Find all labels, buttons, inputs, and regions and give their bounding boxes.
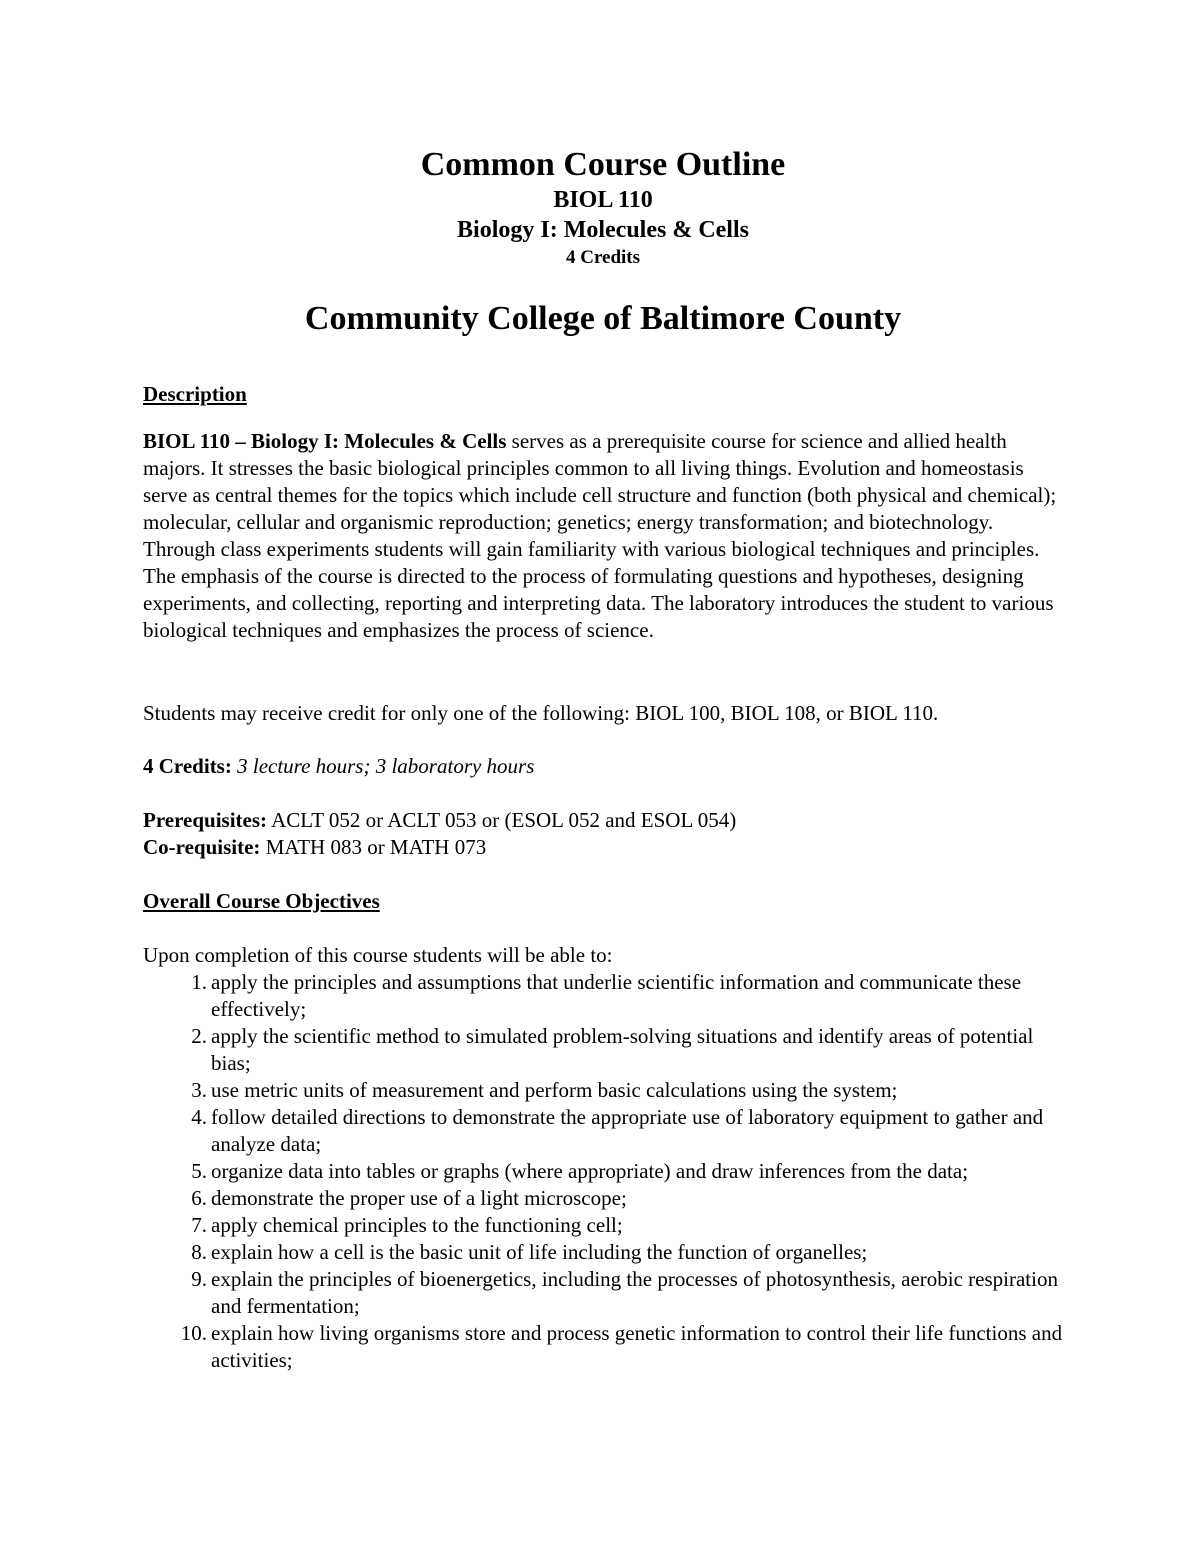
list-item-text: demonstrate the proper use of a light microscope; bbox=[211, 1186, 627, 1210]
corequisite-label: Co-requisite: bbox=[143, 835, 261, 859]
course-code: BIOL 110 bbox=[553, 187, 653, 213]
list-item-number: 5. bbox=[191, 1159, 207, 1183]
list-item bbox=[143, 1158, 1063, 1185]
list-item-text: explain how a cell is the basic unit of life including the function of organelles; bbox=[211, 1240, 868, 1264]
list-item bbox=[143, 1104, 1063, 1158]
description-body: serves as a prerequisite course for science and allied health majors. It stresses the basic biological principles common to all living things. Evolution and homeostasis serve as central themes for the topics which include cell structure and function (both physical and chemical); molecular, cellular and organismic reproduction; genetics; energy transformation; and biotechnology. Through class experiments students will gain familiarity with various biological techniques and principles. The emphasis of the course is directed to the process of formulating questions and hypotheses, designing experiments, and collecting, reporting and interpreting data. The laboratory introduces the student to various biological techniques and emphasizes the process of science. bbox=[143, 429, 1057, 642]
list-item-number: 4. bbox=[191, 1105, 207, 1129]
list-item-number: 10. bbox=[180, 1321, 207, 1345]
list-item-text: apply chemical principles to the functioning cell; bbox=[211, 1213, 623, 1237]
objectives-list bbox=[143, 969, 1063, 1374]
prerequisites-value: ACLT 052 or ACLT 053 or (ESOL 052 and ESOL 054) bbox=[271, 808, 737, 832]
list-item-number: 8. bbox=[191, 1240, 207, 1264]
list-item-number: 7. bbox=[191, 1213, 207, 1237]
list-item-text: follow detailed directions to demonstrate the appropriate use of laboratory equipment to gather and analyze data; bbox=[211, 1105, 1044, 1156]
list-item-text: apply the scientific method to simulated problem-solving situations and identify areas of potential bias; bbox=[211, 1024, 1034, 1075]
corequisite bbox=[143, 834, 1063, 861]
list-item-text: explain how living organisms store and process genetic information to control their life functions and activities; bbox=[211, 1321, 1063, 1372]
objectives-intro: Upon completion of this course students will be able to: bbox=[143, 943, 613, 967]
credit-hours bbox=[143, 753, 1063, 780]
list-item bbox=[143, 1266, 1063, 1320]
course-credits: 4 Credits bbox=[565, 247, 641, 268]
list-item bbox=[143, 1212, 1063, 1239]
list-item-number: 3. bbox=[191, 1078, 207, 1102]
college-name: Community College of Baltimore County bbox=[304, 300, 902, 337]
prerequisites-label: Prerequisites: bbox=[143, 808, 268, 832]
list-item-text: apply the principles and assumptions that underlie scientific information and communicate these effectively; bbox=[211, 970, 1022, 1021]
list-item bbox=[143, 1320, 1063, 1374]
list-item-text: organize data into tables or graphs (where appropriate) and draw inferences from the data; bbox=[211, 1159, 969, 1183]
list-item-text: use metric units of measurement and perform basic calculations using the system; bbox=[211, 1078, 898, 1102]
description-lead: BIOL 110 – Biology I: Molecules & Cells bbox=[143, 429, 507, 453]
list-item-number: 1. bbox=[191, 970, 207, 994]
description-paragraph bbox=[143, 428, 1063, 644]
objectives-heading: Overall Course Objectives bbox=[143, 889, 380, 913]
course-name: Biology I: Molecules & Cells bbox=[457, 217, 749, 243]
list-item-number: 2. bbox=[191, 1024, 207, 1048]
document-title: Common Course Outline bbox=[420, 146, 786, 183]
list-item bbox=[143, 1077, 1063, 1104]
corequisite-value: MATH 083 or MATH 073 bbox=[265, 835, 487, 859]
list-item-text: explain the principles of bioenergetics, including the processes of photosynthesis, aerobic respiration and fermentation; bbox=[211, 1267, 1058, 1318]
description-heading: Description bbox=[143, 382, 247, 406]
list-item-number: 9. bbox=[191, 1267, 207, 1291]
list-item bbox=[143, 1239, 1063, 1266]
credit-restriction-note: Students may receive credit for only one of the following: BIOL 100, BIOL 108, or BIOL 110. bbox=[143, 701, 939, 725]
credit-hours-value: 3 lecture hours; 3 laboratory hours bbox=[237, 754, 535, 778]
list-item bbox=[143, 1023, 1063, 1077]
list-item bbox=[143, 1185, 1063, 1212]
prerequisites bbox=[143, 807, 1063, 834]
credit-hours-label: 4 Credits: bbox=[143, 754, 232, 778]
list-item-number: 6. bbox=[191, 1186, 207, 1210]
list-item bbox=[143, 969, 1063, 1023]
